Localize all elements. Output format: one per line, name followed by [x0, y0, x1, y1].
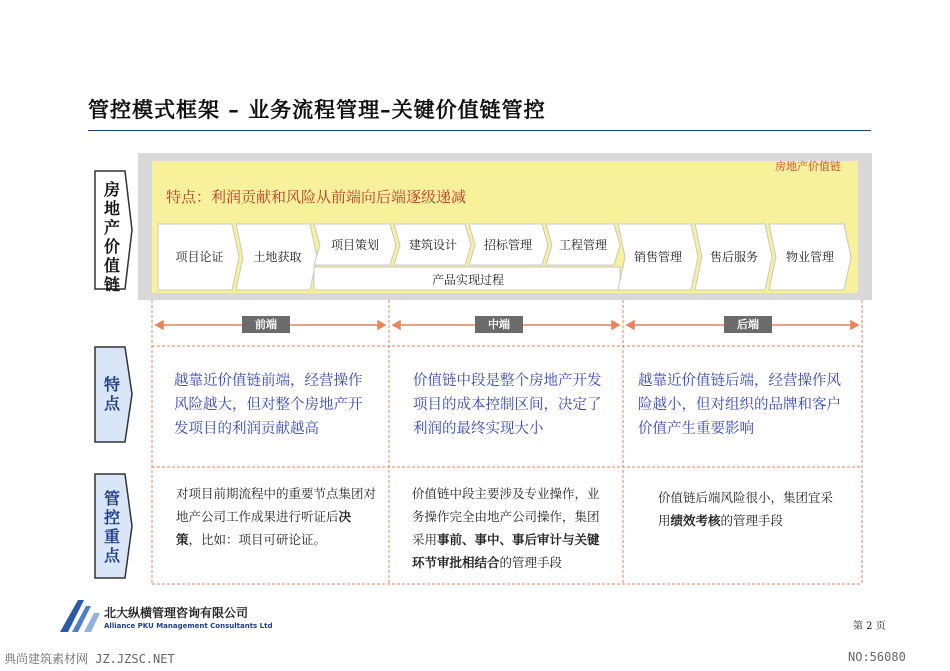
- focus-back: [658, 486, 838, 532]
- focus-middle-bold: 事前、事中、事后审计与关键环节审批相结合: [412, 532, 600, 570]
- step-construction-management: 工程管理: [558, 238, 607, 252]
- step-project-planning: 项目策划: [330, 238, 379, 252]
- company-logo-icon: [60, 600, 102, 632]
- focus-back-text: 价值链后端风险很小，集团宜采用: [658, 490, 834, 528]
- feature-front: 越靠近价值链前端，经营操作风险越大，但对整个房地产开发项目的利润贡献越高: [174, 373, 363, 437]
- focus-front: [176, 482, 376, 551]
- tab-features-text: 特点: [103, 375, 120, 413]
- company-logo: [104, 604, 272, 630]
- feature-middle: 价值链中段是整个房地产开发项目的成本控制区间，决定了利润的最终实现大小: [413, 373, 602, 437]
- step-project-evaluation: 项目论证: [175, 250, 224, 264]
- focus-back-bold: 绩效考核: [670, 513, 721, 528]
- feature-statement: 特点：利润贡献和风险从前端向后端逐级递减: [166, 188, 467, 206]
- step-tender-management: 招标管理: [483, 238, 532, 252]
- page-title: 管控模式框架 – 业务流程管理–关键价值链管控: [88, 97, 546, 122]
- focus-middle-text-end: 的管理手段: [499, 555, 563, 570]
- step-after-sales: 售后服务: [709, 250, 758, 264]
- feature-back: 越靠近价值链后端，经营操作风险越小，但对组织的品牌和客户价值产生重要影响: [638, 373, 841, 437]
- focus-middle: [412, 482, 608, 574]
- step-architectural-design: 建筑设计: [408, 238, 457, 252]
- focus-middle-text: 价值链中段主要涉及专业操作，业务操作完全由地产公司操作，集团采用: [412, 486, 600, 547]
- phase-front: 前端: [242, 316, 290, 333]
- watermark-left: 典尚建筑素材网 JZ.JZSC.NET: [4, 652, 175, 666]
- page-number: 第 2 页: [853, 621, 886, 632]
- step-sales-management: 销售管理: [633, 250, 682, 264]
- focus-front-bold: 决策: [176, 509, 352, 547]
- tab-focus-text: 管控重点: [103, 489, 120, 565]
- tab-value-chain-text: 房地产价值链: [103, 180, 120, 294]
- phase-back: 后端: [724, 316, 772, 333]
- value-chain-tag: 房地产价值链: [775, 160, 841, 173]
- phase-middle: 中端: [475, 316, 523, 333]
- step-land-acquisition: 土地获取: [253, 250, 302, 264]
- step-property-management: 物业管理: [785, 250, 834, 264]
- focus-front-text: 对项目前期流程中的重要节点集团对地产公司工作成果进行听证后: [176, 486, 377, 524]
- process-label: 产品实现过程: [432, 273, 505, 287]
- watermark-right: NO:56080: [848, 650, 906, 664]
- company-name-en: Alliance PKU Management Consultants Ltd: [104, 622, 273, 630]
- focus-front-text-end: ，比如：项目可研论证。: [188, 532, 327, 547]
- company-name-cn: 北大纵横管理咨询有限公司: [104, 606, 249, 620]
- focus-back-text-end: 的管理手段: [720, 513, 784, 528]
